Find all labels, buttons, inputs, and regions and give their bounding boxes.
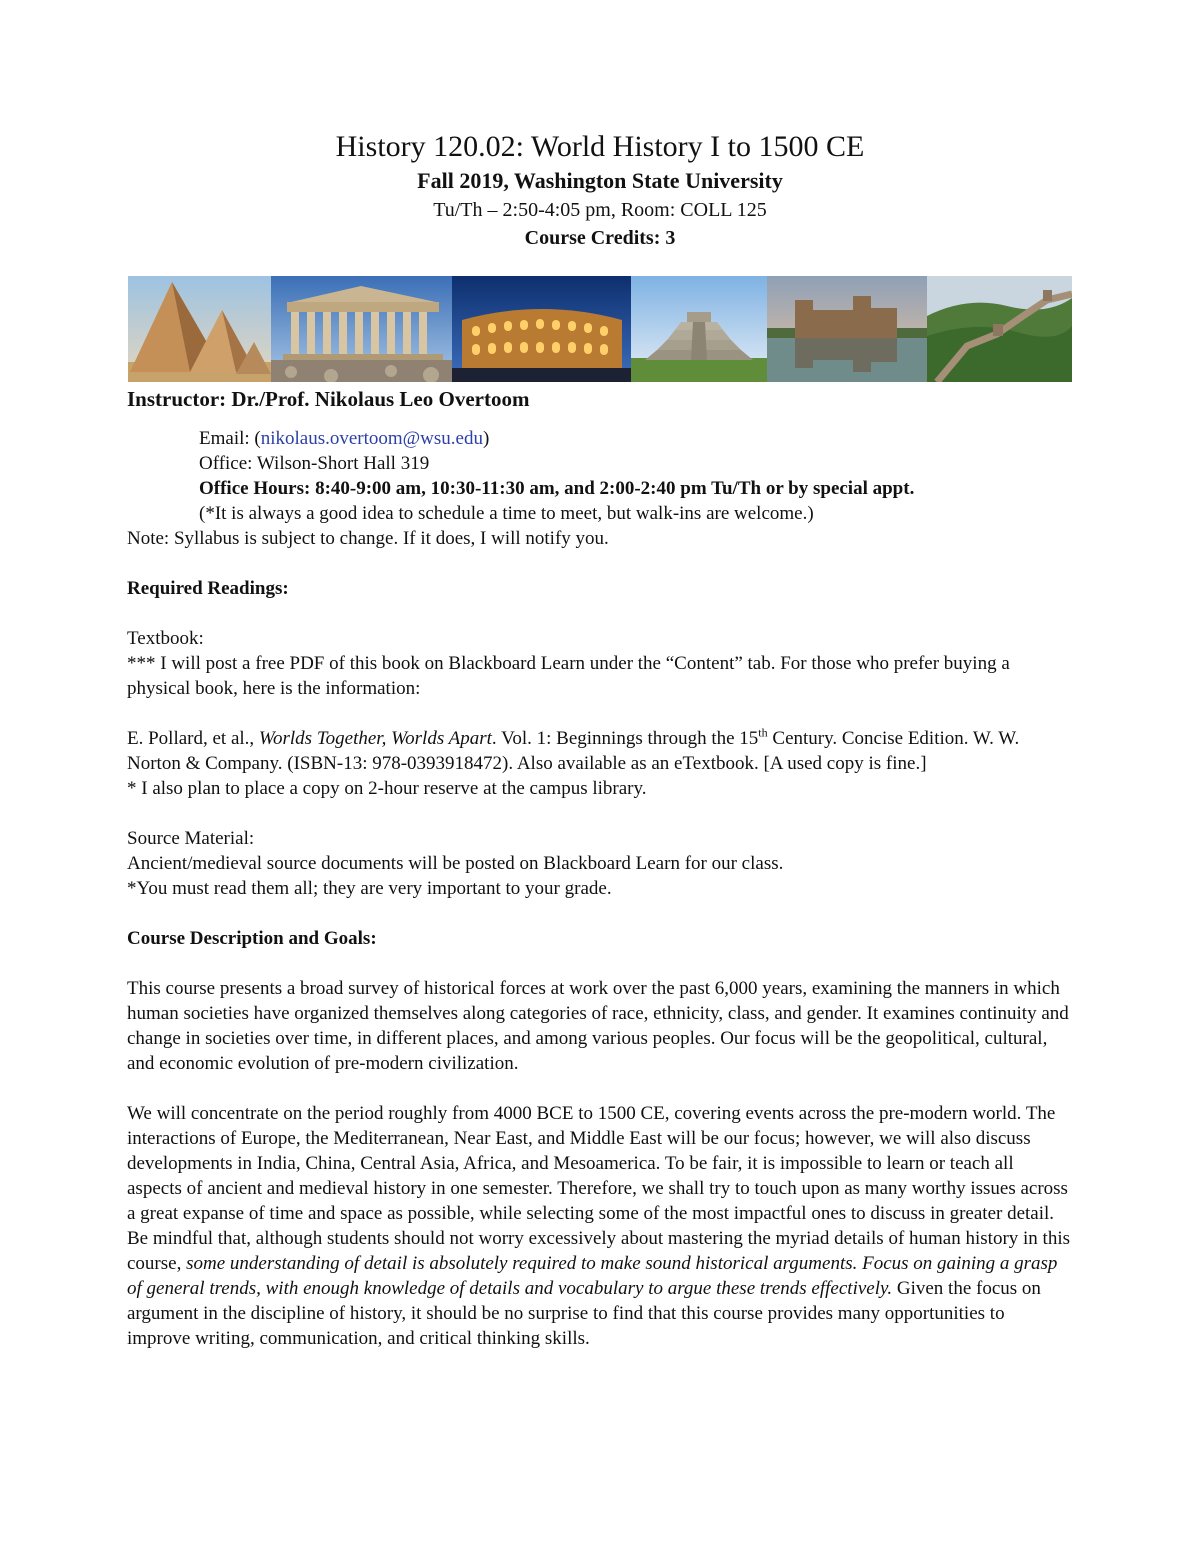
textbook-citation: [127, 726, 1072, 776]
office-hours: Office Hours: 8:40-9:00 am, 10:30-11:30 am, and 2:00-2:40 pm Tu/Th or by special appt.: [199, 478, 915, 499]
syllabus-change-note: Note: Syllabus is subject to change. If it does, I will notify you.: [127, 528, 609, 549]
email-line: [127, 426, 1072, 451]
term-subtitle: Fall 2019, Washington State University: [417, 168, 783, 193]
parthenon-image: [271, 276, 452, 382]
syllabus-body: [127, 386, 1072, 1351]
email-label: Email: (: [199, 428, 261, 449]
document-header: [0, 128, 1200, 252]
chichen-itza-image: [631, 276, 767, 382]
description-paragraph-2: [127, 1101, 1072, 1351]
pyramids-image: [128, 276, 271, 382]
course-description-heading: Course Description and Goals:: [127, 928, 377, 949]
source-material-note: *You must read them all; they are very important to your grade.: [127, 878, 612, 899]
paragraph-2-conclusion: Given the focus on argument in the discipline of history, it should be no surprise to find that this course provides many opportunities to improve writing, communication, and critical thinking skills.: [127, 1278, 1041, 1349]
monuments-banner: [128, 276, 1072, 382]
required-readings-heading: Required Readings:: [127, 578, 289, 599]
citation-superscript: th: [758, 725, 768, 740]
paragraph-2-emphasis: some understanding of detail is absolutely required to make sound historical arguments. Focus on gaining a grasp of general trends, with enough knowledge of details and vocabulary to argue these trends effectively.: [127, 1253, 1058, 1299]
citation-title: Worlds Together, Worlds Apart: [258, 728, 492, 749]
paragraph-2-text: We will concentrate on the period roughly from 4000 BCE to 1500 CE, covering events across the pre-modern world. The interactions of Europe, the Mediterranean, Near East, and Middle East will be our focus; however, we will also discuss developments in India, China, Central Asia, Africa, and Mesoamerica. To be fair, it is impossible to learn or teach all aspects of ancient and medieval history in one semester. Therefore, we shall try to touch upon as many worthy issues across a great expanse of time and space as possible, while selecting some of the most impactful ones to discuss in greater detail. Be mindful that, although students should not worry excessively about mastering the myriad details of human history in this course,: [127, 1103, 1070, 1274]
description-paragraph-1: This course presents a broad survey of historical forces at work over the past 6,000 years, examining the manners in which human societies have organized themselves along categories of race, ethnicity, class, and gender. It examines continuity and change in societies over time, in different places, and among various peoples. Our focus will be the geopolitical, cultural, and economic evolution of pre-modern civilization.: [127, 978, 1069, 1074]
citation-volume: . Vol. 1: Beginnings through the 15: [491, 728, 759, 749]
reserve-note: * I also plan to place a copy on 2-hour reserve at the campus library.: [127, 778, 647, 799]
walkin-note: (*It is always a good idea to schedule a time to meet, but walk-ins are welcome.): [199, 503, 814, 524]
email-link[interactable]: nikolaus.overtoom@wsu.edu: [260, 428, 483, 449]
citation-details: Century. Concise Edition. W. W. Norton & Company. (ISBN-13: 978-0393918472). Also available as an eTextbook. [A used copy is fine.]: [127, 728, 1020, 774]
great-wall-image: [927, 276, 1072, 382]
source-material-text: Ancient/medieval source documents will be posted on Blackboard Learn for our class.: [127, 853, 784, 874]
course-title: History 120.02: World History I to 1500 CE: [335, 130, 865, 163]
textbook-label: Textbook:: [127, 628, 204, 649]
pdf-note: *** I will post a free PDF of this book on Blackboard Learn under the “Content” tab. For those who prefer buying a physical book, here is the information:: [127, 653, 1010, 699]
office-location: Office: Wilson-Short Hall 319: [199, 453, 430, 474]
source-material-label: Source Material:: [127, 828, 255, 849]
class-schedule: Tu/Th – 2:50-4:05 pm, Room: COLL 125: [433, 199, 767, 221]
email-suffix: ): [482, 428, 490, 449]
castle-image: [767, 276, 927, 382]
instructor-heading: Instructor: Dr./Prof. Nikolaus Leo Overtoom: [127, 387, 530, 411]
colosseum-image: [452, 276, 631, 382]
course-credits: Course Credits: 3: [524, 227, 676, 249]
citation-author: E. Pollard, et al.,: [127, 728, 259, 749]
